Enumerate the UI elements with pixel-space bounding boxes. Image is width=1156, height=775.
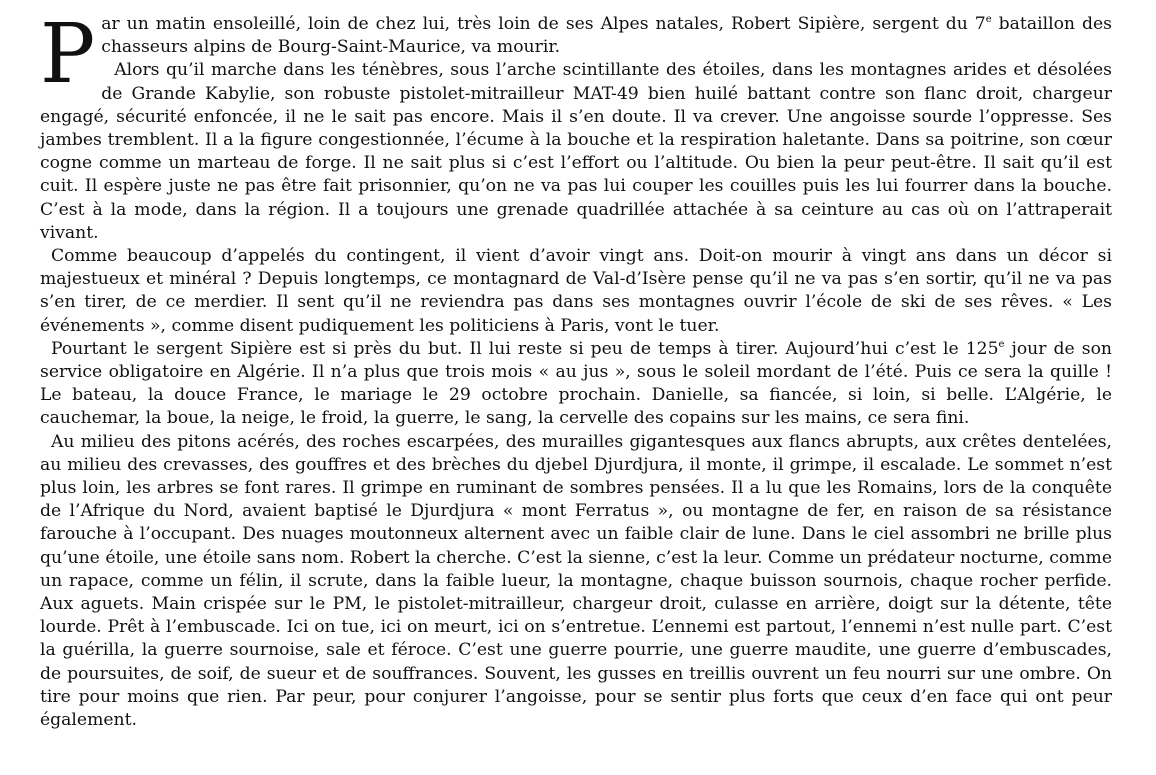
ordinal-superscript: e <box>985 14 992 25</box>
document-page <box>40 7 1112 732</box>
paragraph-1-text-c: Alors qu’il marche dans les ténèbres, sous l’arche scintillante des étoiles, dans les montagnes arides et désolées de Grande Kabylie, son robuste pistolet-mitrailleur MAT-49 bien huilé battant contre son flanc droit, chargeur engagé, sécurité enfoncée, il ne le sait pas encore. Mais il s’en doute. Il va crever. Une angoisse sourde l’oppresse. Ses jambes tremblent. Il a la figure congestionnée, l’écume à la bouche et la respiration haletante. Dans sa poitrine, son cœur cogne comme un marteau de forge. Il ne sait plus si c’est l’effort ou l’altitude. Ou bien la peur peut-être. Il sait qu’il est cuit. Il espère juste ne pas être fait prisonnier, qu’on ne va pas lui couper les couilles puis les lui fourrer dans la bouche. C’est à la mode, dans la région. Il a toujours une grenade quadrillée attachée à sa ceinture au cas où on l’attraperait vivant. <box>40 60 1112 243</box>
paragraph-3-text-b: jour de son service obligatoire en Algérie. Il n’a plus que trois mois « au jus », sous le soleil mordant de l’été. Puis ce sera la quille ! Le bateau, la douce France, le mariage le 29 octobre prochain. Danielle, sa fiancée, si loin, si belle. L’Algérie, le cauchemar, la boue, la neige, le froid, la guerre, le sang, la cervelle des copains sur les mains, ce sera fini. <box>40 338 1112 429</box>
paragraph-3-text-a: Pourtant le sergent Sipière est si près du but. Il lui reste si peu de temps à tirer. Aujourd’hui c’est le 125 <box>51 338 999 359</box>
paragraph-1-indent <box>101 60 114 80</box>
paragraph-1-text-a: ar un matin ensoleillé, loin de chez lui, très loin de ses Alpes natales, Robert Sipière, sergent du 7 <box>101 14 986 34</box>
paragraph-3 <box>40 338 1112 431</box>
paragraph-1-text-b: bataillon des chasseurs alpins de Bourg-Saint-Maurice, va mourir. <box>101 14 1112 58</box>
paragraph-4: Au milieu des pitons acérés, des roches escarpées, des murailles gigantesques aux flancs abrupts, aux crêtes dentelées, au milieu des crevasses, des gouffres et des brèches du djebel Djurdjura, il monte, il grimpe, il escalade. Le sommet n’est plus loin, les arbres se font rares. Il grimpe en ruminant de sombres pensées. Il a lu que les Romains, lors de la conquête de l’Afrique du Nord, avaient baptisé le Djurdjura « mont Ferratus », ou montagne de fer, en raison de sa résistance farouche à l’occupant. Des nuages moutonneux alternent avec un faible clair de lune. Dans le ciel assombri ne brille plus qu’une étoile, une étoile sans nom. Robert la cherche. C’est la sienne, c’est la leur. Comme un prédateur nocturne, comme un rapace, comme un félin, il scrute, dans la faible lueur, la montagne, chaque buisson sournois, chaque rocher perfide. Aux aguets. Main crispée sur le PM, le pistolet-mitrailleur, chargeur droit, culasse en arrière, doigt sur la détente, tête lourde. Prêt à l’embuscade. Ici on tue, ici on meurt, ici on s’entretue. L’ennemi est partout, l’ennemi n’est nulle part. C’est la guérilla, la guerre sournoise, sale et féroce. C’est une guerre pourrie, une guerre maudite, une guerre d’embuscades, de poursuites, de soif, de sueur et de souffrances. Souvent, les gusses en treillis ouvrent un feu nourri sur une ombre. On tire pour moins que rien. Par peur, pour conjurer l’angoisse, pour se sentir plus forts que ceux d’en face qui ont peur également. <box>40 431 1112 731</box>
paragraph-2: Comme beaucoup d’appelés du contingent, il vient d’avoir vingt ans. Doit-on mourir à vingt ans dans un décor si majestueux et minéral ? Depuis longtemps, ce montagnard de Val-d’Isère pense qu’il ne va pas s’en sortir, qu’il ne va pas s’en tirer, de ce merdier. Il sent qu’il ne reviendra pas dans ses montagnes ouvrir l’école de ski de ses rêves. « Les événements », comme disent pudiquement les politiciens à Paris, vont le tuer. <box>40 246 1112 336</box>
paragraph-1 <box>40 7 1112 245</box>
drop-cap-letter: P <box>40 7 96 102</box>
ordinal-superscript: e <box>998 338 1005 350</box>
